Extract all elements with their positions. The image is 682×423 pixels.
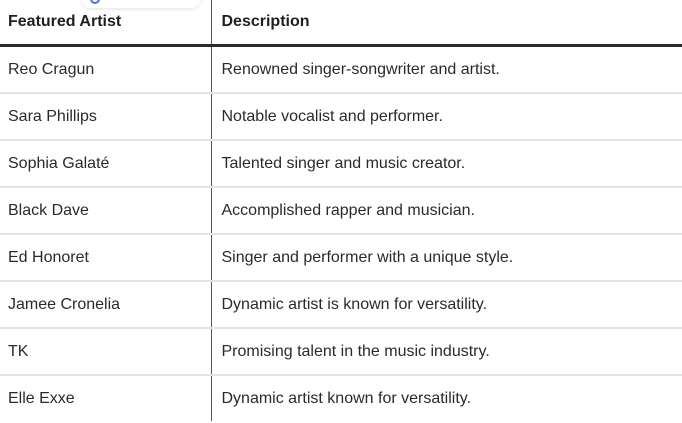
floating-toolbar-chip[interactable] <box>82 0 200 8</box>
description-cell: Talented singer and music creator. <box>211 140 682 187</box>
description-cell: Renowned singer-songwriter and artist. <box>211 46 682 94</box>
description-cell: Singer and performer with a unique style. <box>211 234 682 281</box>
description-cell: Dynamic artist is known for versatility. <box>211 281 682 328</box>
artist-cell: Elle Exxe <box>0 375 211 421</box>
artist-cell: Sara Phillips <box>0 93 211 140</box>
artist-cell: Black Dave <box>0 187 211 234</box>
description-cell: Accomplished rapper and musician. <box>211 187 682 234</box>
artist-cell: TK <box>0 328 211 375</box>
header-featured-artist: Featured Artist <box>0 0 211 46</box>
description-cell: Promising talent in the music industry. <box>211 328 682 375</box>
table-row <box>0 281 682 328</box>
artist-cell: Jamee Cronelia <box>0 281 211 328</box>
table-row <box>0 375 682 421</box>
artist-cell: Ed Honoret <box>0 234 211 281</box>
description-cell: Notable vocalist and performer. <box>211 93 682 140</box>
table-row <box>0 187 682 234</box>
description-cell: Dynamic artist known for versatility. <box>221 389 472 407</box>
table-row <box>0 328 682 375</box>
circle-icon <box>90 0 100 4</box>
table-row <box>0 140 682 187</box>
table-row <box>0 234 682 281</box>
header-description: Description <box>211 0 682 46</box>
table-row <box>0 93 682 140</box>
table-row <box>0 46 682 94</box>
artist-cell: Reo Cragun <box>0 46 211 94</box>
artist-cell: Sophia Galaté <box>0 140 211 187</box>
